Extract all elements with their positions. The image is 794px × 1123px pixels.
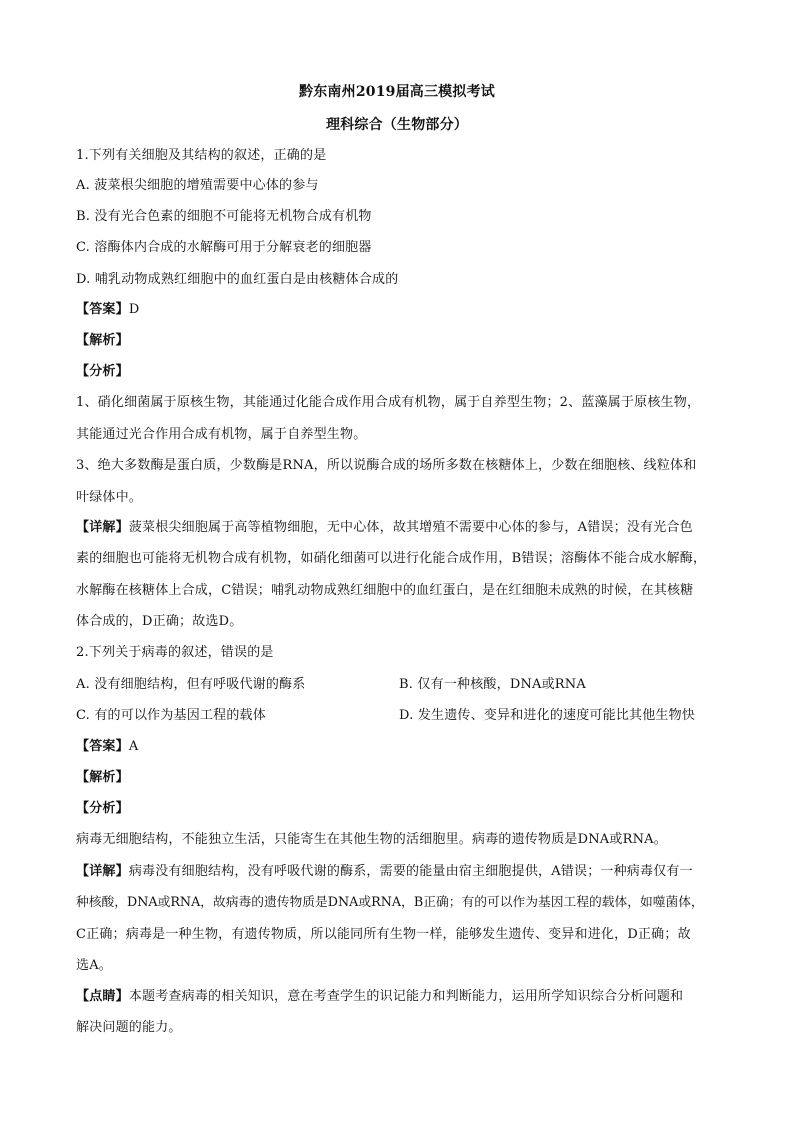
question-1-fenxi-tag: 【分析】 [76, 364, 129, 379]
question-1-analysis-line: 1、硝化细菌属于原核生物，其能通过化能合成作用合成有机物，属于自养型生物；2、蓝藻属于原核生物， [76, 395, 701, 410]
question-2-jiexi-tag: 【解析】 [76, 770, 129, 785]
question-2-option-d: D. 发生遗传、变异和进化的速度可能比其他生物快 [399, 708, 696, 723]
question-1-option-d: D. 哺乳动物成熟红细胞中的血红蛋白是由核糖体合成的 [76, 272, 399, 287]
question-2-stem: 2.下列关于病毒的叙述，错误的是 [76, 645, 274, 660]
detail-tag: 【详解】 [76, 864, 129, 879]
question-1-option-a: A. 菠菜根尖细胞的增殖需要中心体的参与 [76, 178, 319, 193]
question-2-fenxi-tag: 【分析】 [76, 801, 129, 816]
question-2-detail-line: 选A。 [76, 958, 112, 973]
comment-text: 本题考查病毒的相关知识，意在考查学生的识记能力和判断能力，运用所学知识综合分析问题和 [128, 989, 684, 1004]
question-2-detail-line: C正确；病毒是一种生物，有遗传物质，所以能同所有生物一样，能够发生遗传、变异和进化，D正确；故 [76, 927, 691, 942]
question-2-comment-line: 解决问题的能力。 [76, 1020, 182, 1035]
document-title: 黔东南州2019届高三模拟考试 [299, 84, 495, 100]
detail-tag: 【详解】 [76, 520, 129, 535]
question-1-analysis-line: 3、绝大多数酶是蛋白质，少数酶是RNA，所以说酶合成的场所多数在核糖体上，少数在细胞核、线粒体和 [76, 458, 697, 473]
answer-tag: 【答案】 [76, 302, 129, 317]
question-2-answer [76, 739, 138, 755]
question-1-analysis-line: 其能通过光合作用合成有机物，属于自养型生物。 [76, 427, 367, 442]
question-1-analysis-line: 叶绿体中。 [76, 490, 143, 505]
answer-tag: 【答案】 [76, 739, 129, 754]
question-2-option-a: A. 没有细胞结构，但有呼吸代谢的酶系 [76, 677, 306, 692]
answer-value: D [128, 302, 140, 317]
comment-tag: 【点睛】 [76, 989, 129, 1004]
question-1-detail-line: 体合成的，D正确；故选D。 [76, 614, 243, 629]
question-2-analysis-line: 病毒无细胞结构，不能独立生活，只能寄生在其他生物的活细胞里。病毒的遗传物质是DNA或RNA。 [76, 832, 667, 847]
question-2-detail-line [76, 864, 693, 880]
question-1-answer [76, 302, 139, 318]
question-1-option-b: B. 没有光合色素的细胞不可能将无机物合成有机物 [76, 209, 372, 224]
document-subtitle: 理科综合（生物部分） [326, 117, 468, 133]
question-2-comment-line [76, 989, 683, 1005]
question-1-jiexi-tag: 【解析】 [76, 333, 129, 348]
question-1-detail-line: 素的细胞也可能将无机物合成有机物，如硝化细菌可以进行化能合成作用，B错误；溶酶体不能合成水解酶， [76, 551, 707, 566]
question-1-detail-line: 水解酶在核糖体上合成，C错误；哺乳动物成熟红细胞中的血红蛋白，是在红细胞未成熟的时候，在其核糖 [76, 583, 694, 598]
question-1-detail-line [76, 520, 693, 536]
question-2-detail-line: 种核酸，DNA或RNA，故病毒的遗传物质是DNA或RNA，B正确；有的可以作为基因工程的载体，如噬菌体， [76, 895, 704, 910]
question-2-option-c: C. 有的可以作为基因工程的载体 [76, 708, 266, 723]
answer-value: A [128, 739, 139, 754]
question-2-option-b: B. 仅有一种核酸，DNA或RNA [399, 677, 586, 692]
question-1-option-c: C. 溶酶体内合成的水解酶可用于分解衰老的细胞器 [76, 240, 372, 255]
question-1-stem: 1.下列有关细胞及其结构的叙述，正确的是 [76, 148, 327, 163]
detail-text: 菠菜根尖细胞属于高等植物细胞，无中心体，故其增殖不需要中心体的参与，A错误；没有光合色 [128, 520, 693, 535]
detail-text: 病毒没有细胞结构，没有呼吸代谢的酶系，需要的能量由宿主细胞提供，A错误；一种病毒仅有一 [128, 864, 693, 879]
